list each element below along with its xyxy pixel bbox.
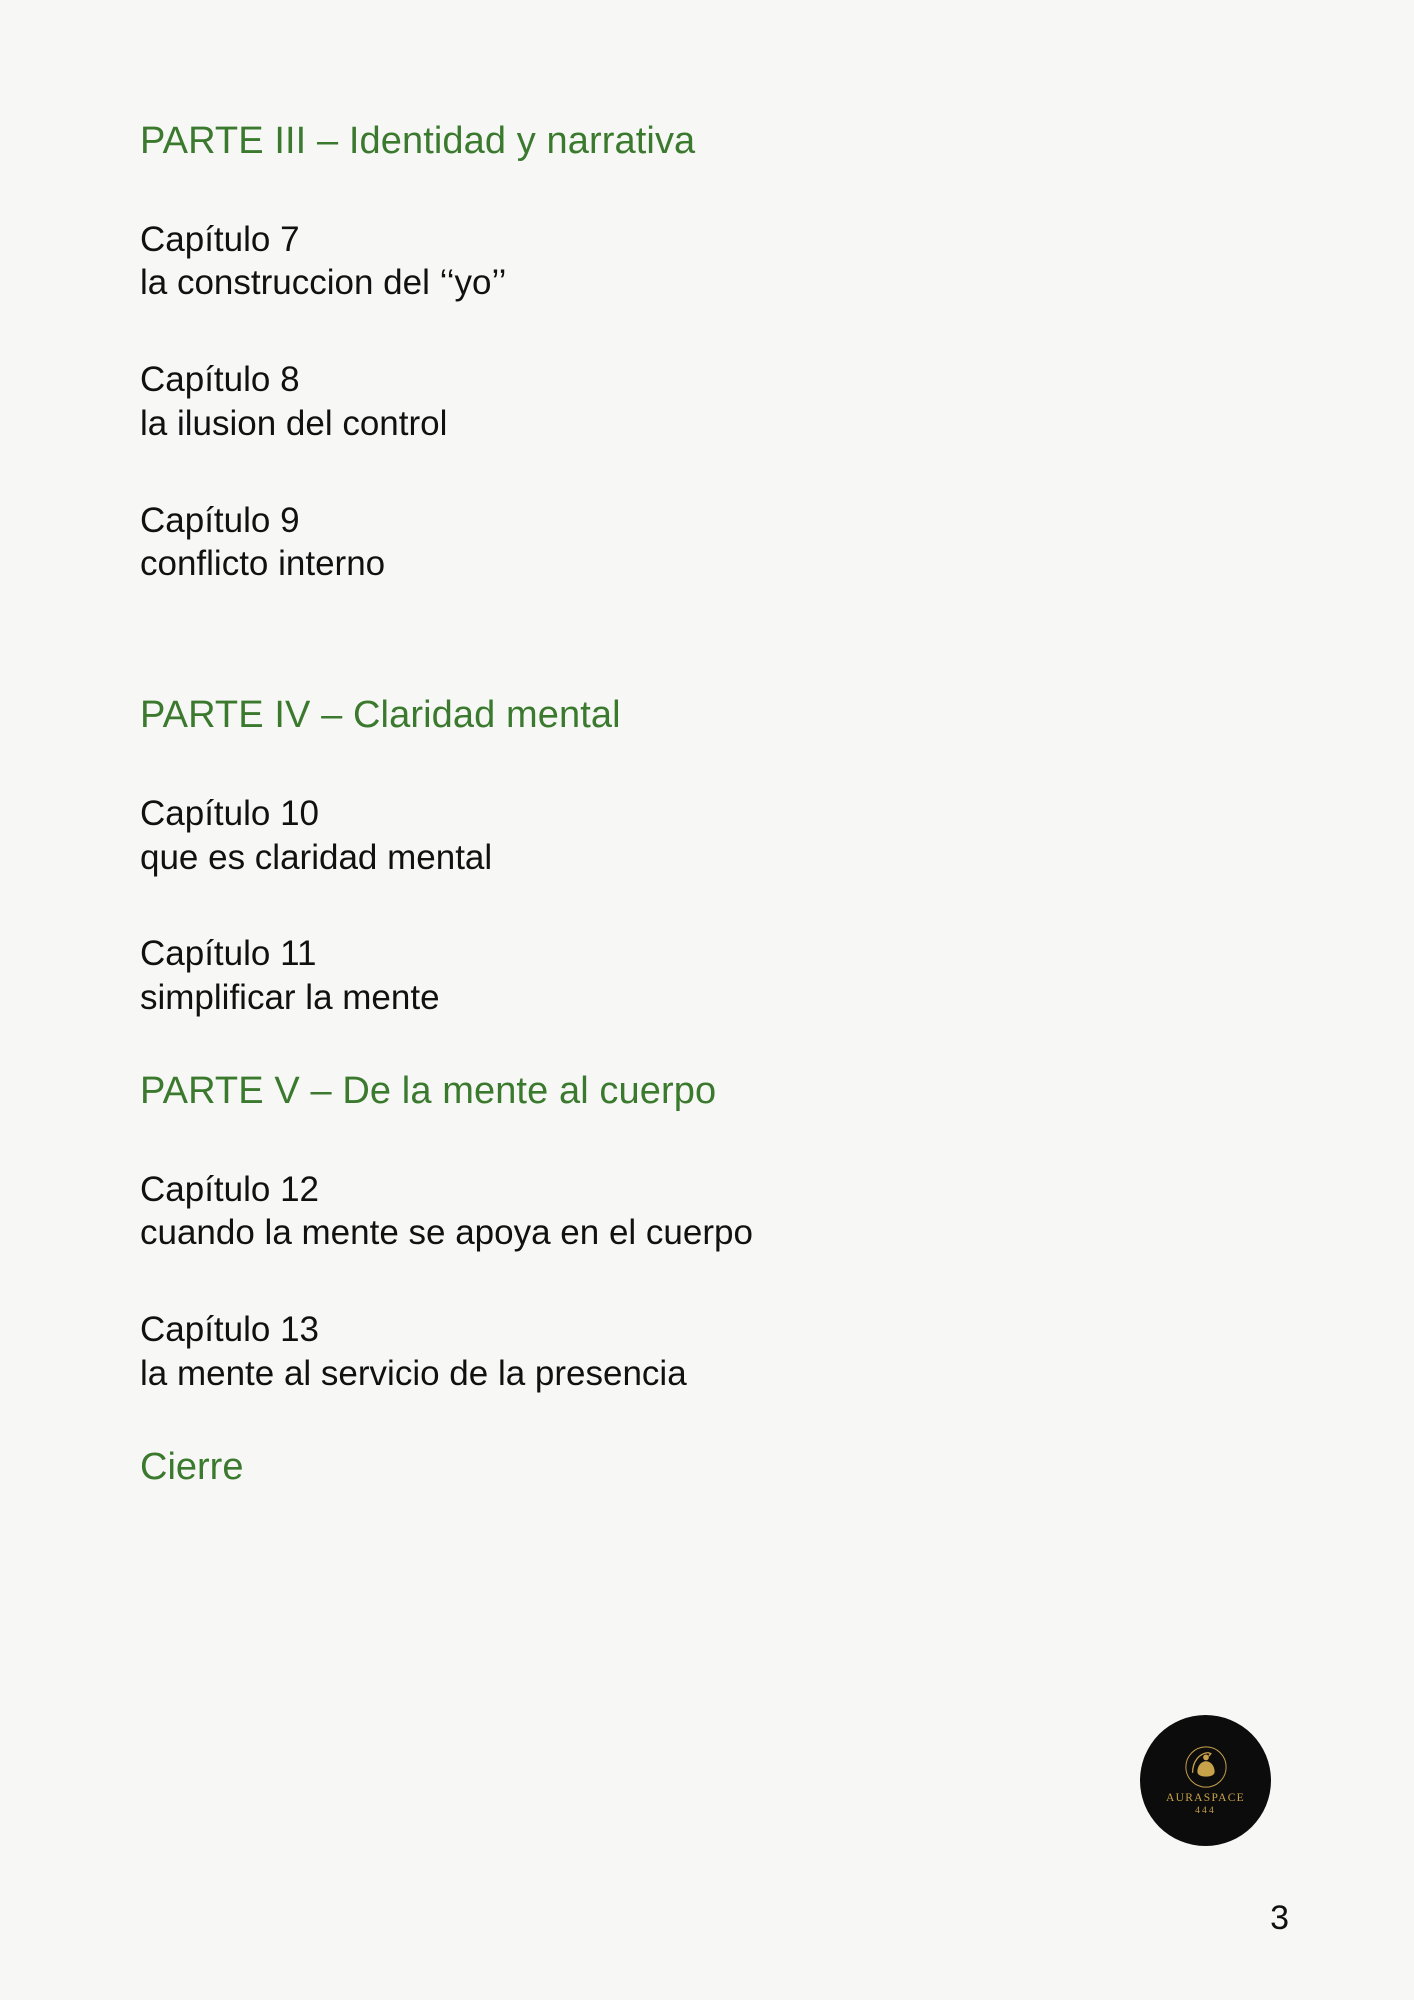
- chapter-title: Capítulo 13: [140, 1310, 320, 1350]
- chapter-entry: [140, 932, 1274, 1020]
- chapter-title: Capítulo 8: [140, 360, 300, 400]
- chapter-entry: [140, 358, 1274, 446]
- spacer: [140, 1255, 1274, 1308]
- section-heading-parte-iii: PARTE III – Identidad y narrativa: [140, 120, 696, 162]
- spacer: [140, 446, 1274, 499]
- spacer: [140, 1396, 1274, 1446]
- chapter-subtitle: conflicto interno: [140, 544, 386, 584]
- spacer: [140, 305, 1274, 358]
- chapter-title: Capítulo 9: [140, 500, 300, 540]
- chapter-entry: [140, 1308, 1274, 1396]
- spacer: [140, 164, 1274, 218]
- section-heading-parte-v: PARTE V – De la mente al cuerpo: [140, 1069, 717, 1112]
- chapter-subtitle: la mente al servicio de la presencia: [140, 1353, 687, 1393]
- section-heading-parte-iv: PARTE IV – Claridad mental: [140, 694, 621, 737]
- page-number: 3: [1270, 1899, 1289, 1937]
- chapter-title: Capítulo 12: [140, 1169, 320, 1209]
- chapter-subtitle: la construccion del ‘‘yo’’: [140, 263, 507, 303]
- spacer: [140, 738, 1274, 792]
- closing-heading: Cierre: [140, 1445, 244, 1488]
- spacer: [140, 586, 1274, 694]
- chapter-subtitle: la ilusion del control: [140, 403, 448, 443]
- chapter-title: Capítulo 10: [140, 793, 320, 833]
- logo-wordmark: AURASPACE: [1165, 1792, 1246, 1804]
- chapter-subtitle: que es claridad mental: [140, 837, 493, 877]
- chapter-subtitle: cuando la mente se apoya en el cuerpo: [140, 1213, 753, 1253]
- chapter-entry: [140, 792, 1274, 880]
- spacer: [140, 879, 1274, 932]
- spacer: [140, 1114, 1274, 1168]
- auraspace-logo: [1140, 1715, 1271, 1846]
- logo-number: 444: [1195, 1805, 1216, 1816]
- chapter-subtitle: simplificar la mente: [140, 978, 440, 1018]
- chapter-entry: [140, 1168, 1274, 1256]
- chapter-title: Capítulo 7: [140, 219, 300, 259]
- chapter-entry: [140, 499, 1274, 587]
- meditation-figure-icon: [1183, 1744, 1229, 1790]
- chapter-title: Capítulo 11: [140, 934, 317, 974]
- spacer: [140, 1020, 1274, 1070]
- chapter-entry: [140, 218, 1274, 306]
